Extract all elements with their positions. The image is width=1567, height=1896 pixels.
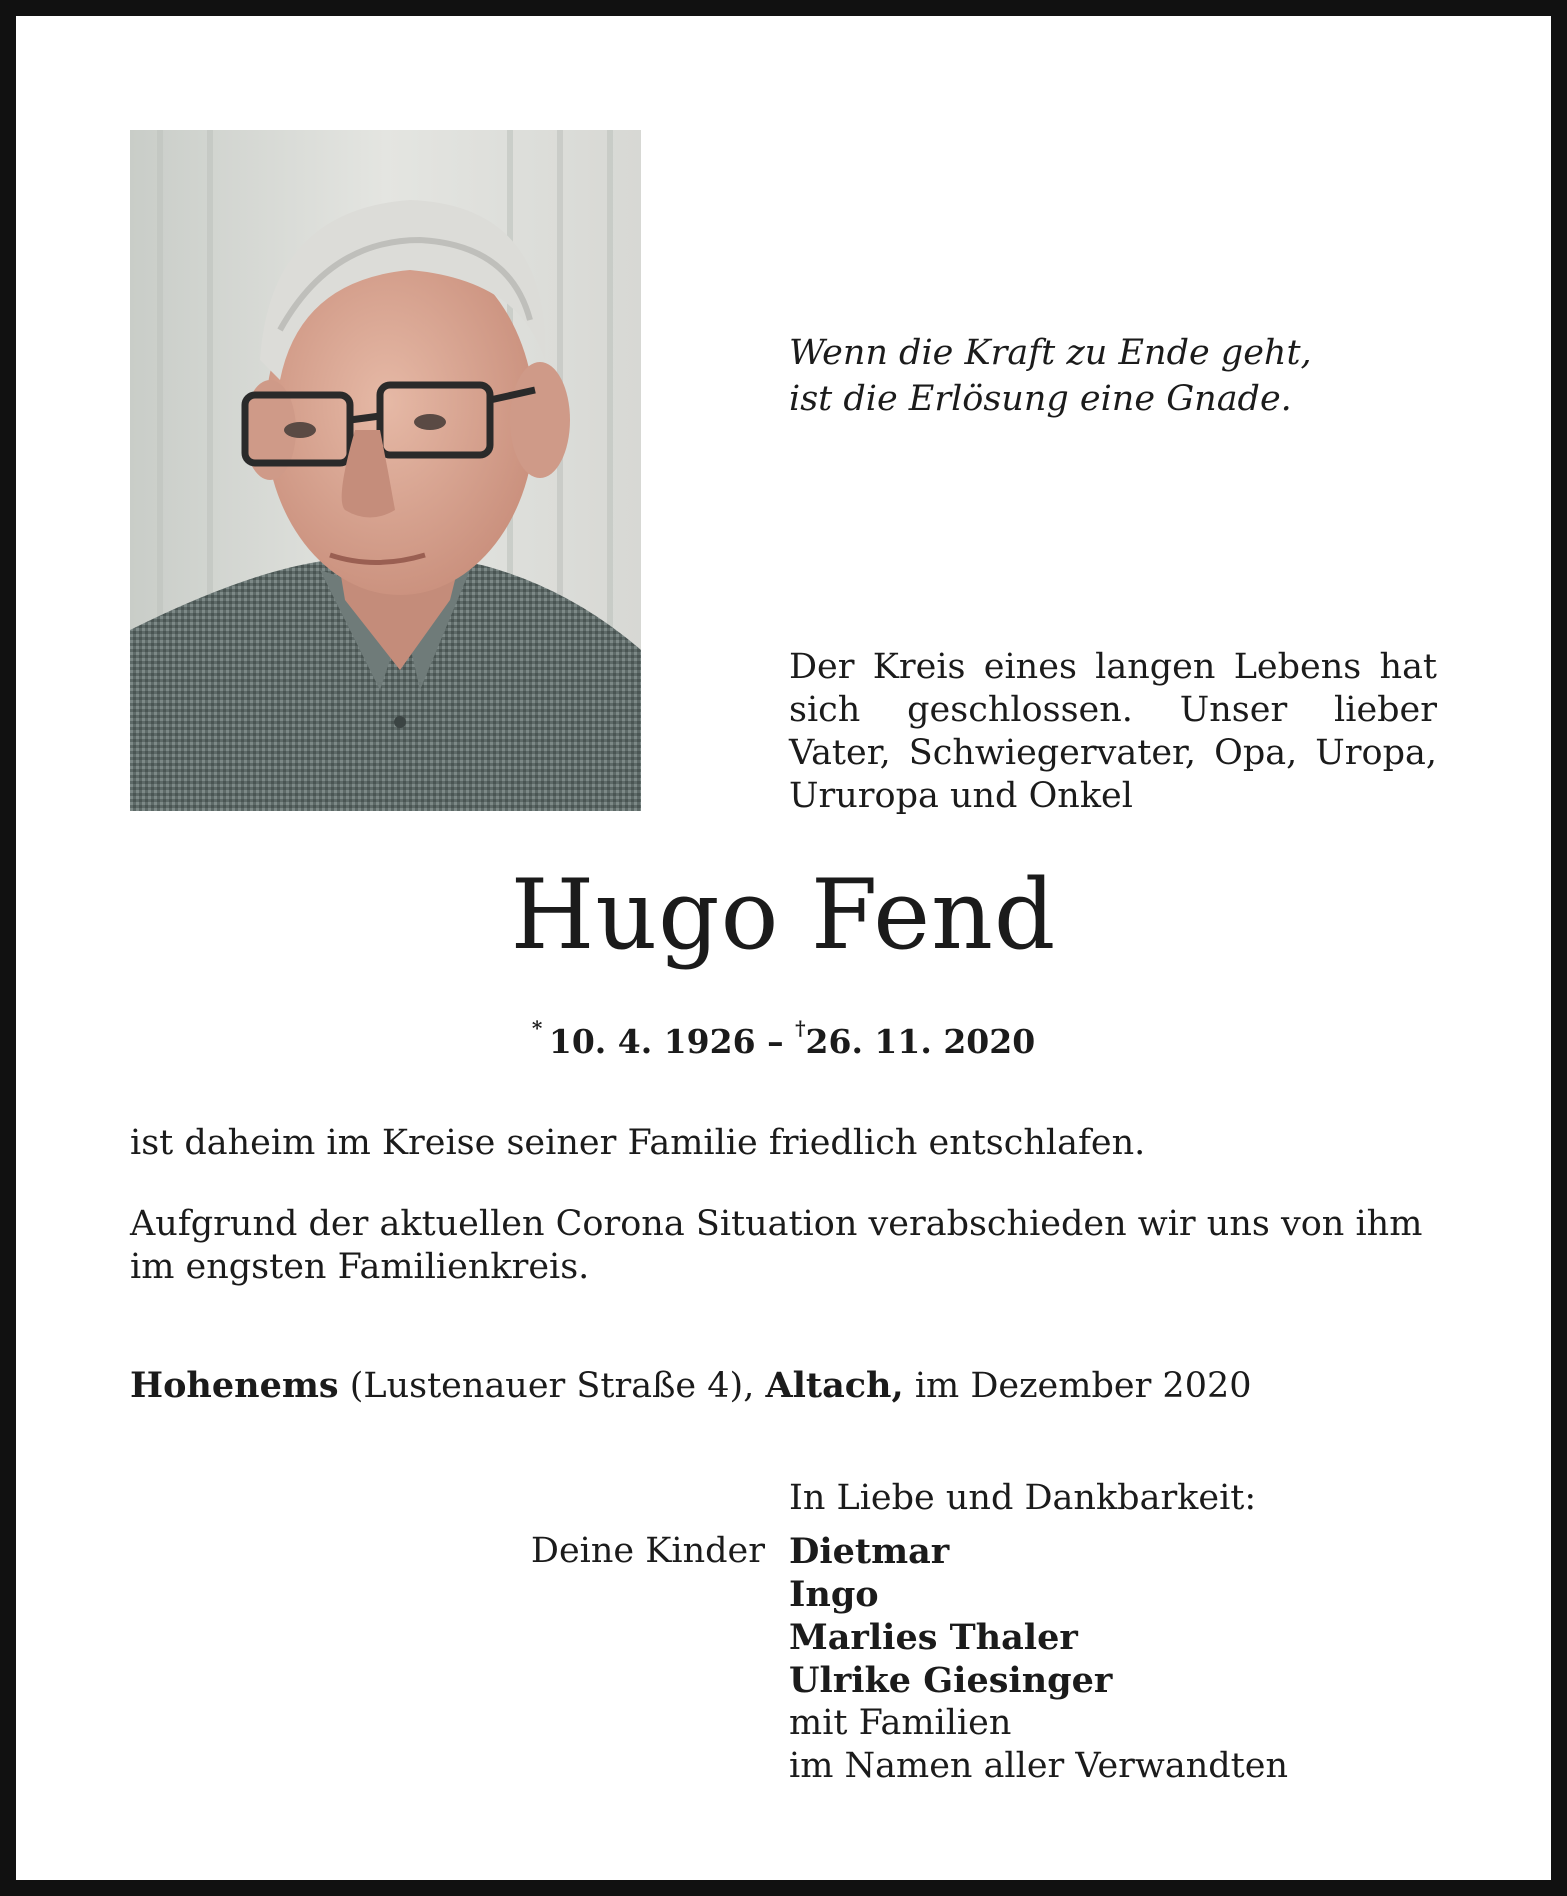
memorial-quote	[789, 330, 1429, 422]
closing-relatives: im Namen aller Verwandten	[789, 1746, 1288, 1786]
mourner-name: Dietmar	[789, 1531, 950, 1572]
death-symbol: †	[795, 1016, 806, 1040]
date-separator: –	[767, 1022, 784, 1061]
place-address: (Lustenauer Straße 4),	[338, 1366, 766, 1406]
birth-date: 10. 4. 1926	[548, 1022, 756, 1061]
paragraph-passing: ist daheim im Kreise seiner Familie friedlich entschlafen.	[130, 1123, 1146, 1163]
intro-text: Der Kreis eines langen Lebens hat sich geschlossen. Unser lieber Vater, Schwiegervater, Opa, Uropa, Ururopa und Onkel	[789, 647, 1437, 816]
place-date: im Dezember 2020	[903, 1366, 1252, 1406]
place-and-date	[130, 1364, 1440, 1408]
mourner-name: Marlies Thaler	[789, 1617, 1078, 1658]
mourner-name: Ulrike Giesinger	[789, 1660, 1113, 1701]
closing-families: mit Familien	[789, 1703, 1012, 1743]
signature-heading: In Liebe und Dankbarkeit:	[789, 1478, 1257, 1518]
place-town-2: Altach,	[765, 1365, 904, 1406]
quote-line-2: ist die Erlösung eine Gnade.	[789, 379, 1292, 419]
place-town-1: Hohenems	[130, 1365, 339, 1406]
mourners-list	[789, 1530, 1288, 1788]
portrait-image	[130, 130, 641, 811]
birth-symbol: *	[531, 1016, 543, 1040]
deceased-name: Hugo Fend	[510, 859, 1057, 971]
death-date: 26. 11. 2020	[805, 1022, 1036, 1061]
paragraph-corona: Aufgrund der aktuellen Corona Situation verabschieden wir uns von ihm im engsten Familienkreis.	[130, 1204, 1423, 1287]
life-dates	[0, 1012, 1567, 1064]
mourner-name: Ingo	[789, 1574, 879, 1615]
portrait-photo	[130, 130, 641, 811]
children-label: Deine Kinder	[530, 1531, 765, 1571]
quote-line-1: Wenn die Kraft zu Ende geht,	[789, 333, 1312, 373]
